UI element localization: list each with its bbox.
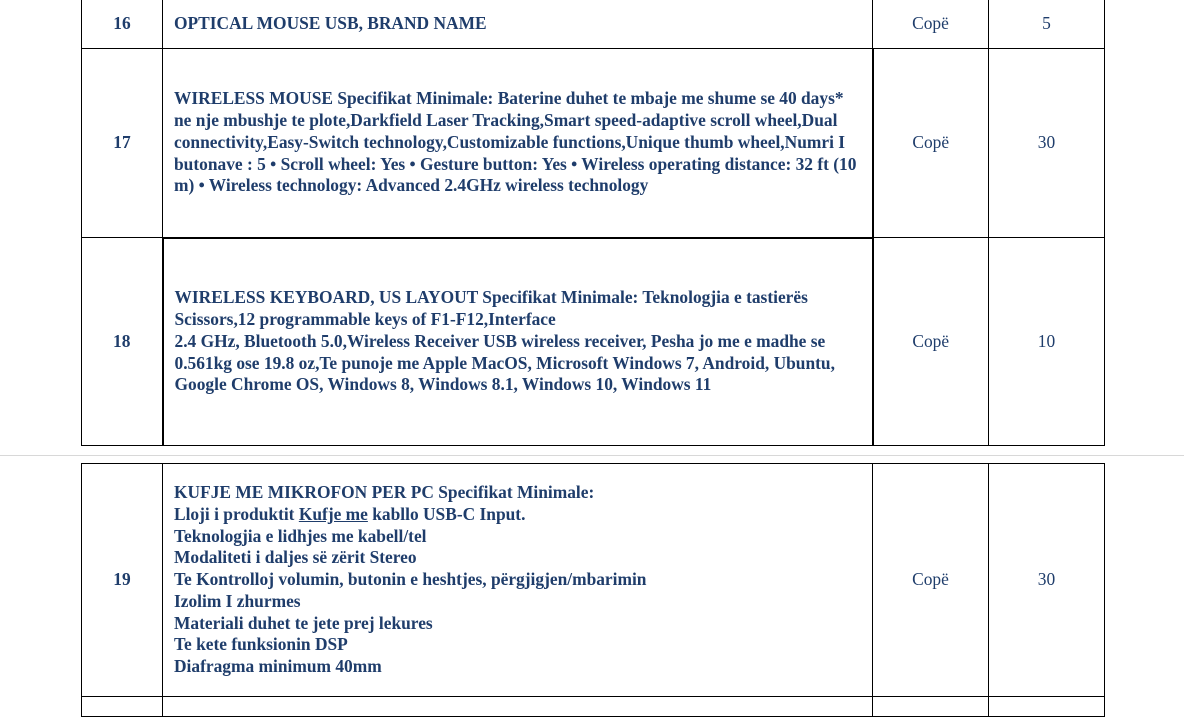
description-line: WIRELESS KEYBOARD, US LAYOUT Specifikat Minimale: Teknologjia e tastierës Scissors,12 programmable keys of F1-F12,Interface <box>174 287 808 330</box>
page-break-divider <box>0 455 1184 456</box>
table-row <box>82 238 1105 446</box>
item-unit: Copë <box>873 238 989 446</box>
item-quantity: 30 <box>989 464 1105 697</box>
description-line <box>174 504 864 526</box>
description-text: Lloji i produktit <box>174 503 299 524</box>
item-unit: Copë <box>873 464 989 697</box>
item-quantity: 5 <box>989 0 1105 49</box>
empty-cell <box>873 697 989 717</box>
item-number: 19 <box>82 464 163 697</box>
item-description <box>163 464 873 697</box>
item-description <box>163 238 873 446</box>
description-line: Izolim I zhurmes <box>174 590 301 611</box>
description-line: Te Kontrolloj volumin, butonin e heshtjes, përgjigjen/mbarimin <box>174 569 647 590</box>
table-row <box>82 0 1105 49</box>
item-quantity: 10 <box>989 238 1105 446</box>
item-unit: Copë <box>873 49 989 238</box>
table-row <box>82 697 1105 717</box>
description-line: Diafragma minimum 40mm <box>174 656 382 677</box>
description-line: KUFJE ME MIKROFON PER PC Specifikat Minimale: <box>174 481 595 502</box>
description-text: kabllo USB-C Input. <box>367 503 526 524</box>
table-row <box>82 464 1105 697</box>
underlined-term: Kufje me <box>298 503 368 524</box>
description-line: Materiali duhet te jete prej lekures <box>174 612 433 633</box>
description-line: 2.4 GHz, Bluetooth 5.0,Wireless Receiver USB wireless receiver, Pesha jo me e madhe se 0.561kg ose 19.8 oz,Te punoje me Apple MacOS, Microsoft Windows 7, Android, Ubuntu, Google Chrome OS, Windows 8, Windows 8.1, Windows 10, Windows 11 <box>174 330 835 395</box>
description-line: Modaliteti i daljes së zërit Stereo <box>174 547 417 568</box>
item-number: 16 <box>82 0 163 49</box>
description-line: Te kete funksionin DSP <box>174 634 348 655</box>
empty-cell <box>989 697 1105 717</box>
item-unit: Copë <box>873 0 989 49</box>
empty-cell <box>82 697 163 717</box>
item-number: 18 <box>82 238 163 446</box>
item-quantity: 30 <box>989 49 1105 238</box>
item-description: OPTICAL MOUSE USB, BRAND NAME <box>163 0 873 49</box>
empty-cell <box>163 697 873 717</box>
items-table-page-1 <box>81 0 1105 446</box>
description-line: Teknologjia e lidhjes me kabell/tel <box>174 525 427 546</box>
item-number: 17 <box>82 49 163 238</box>
item-description: WIRELESS MOUSE Specifikat Minimale: Baterine duhet te mbaje me shume se 40 days* ne nje mbushje te plote,Darkfield Laser Tracking,Smart speed-adaptive scroll wheel,Dual connectivity,Easy-Switch technology,Customizable functions,Unique thumb wheel,Numri I butonave : 5 • Scroll wheel: Yes • Gesture button: Yes • Wireless operating distance: 32 ft (10 m) • Wireless technology: Advanced 2.4GHz wireless technology <box>163 49 873 238</box>
table-row <box>82 49 1105 238</box>
items-table-page-2 <box>81 463 1105 717</box>
